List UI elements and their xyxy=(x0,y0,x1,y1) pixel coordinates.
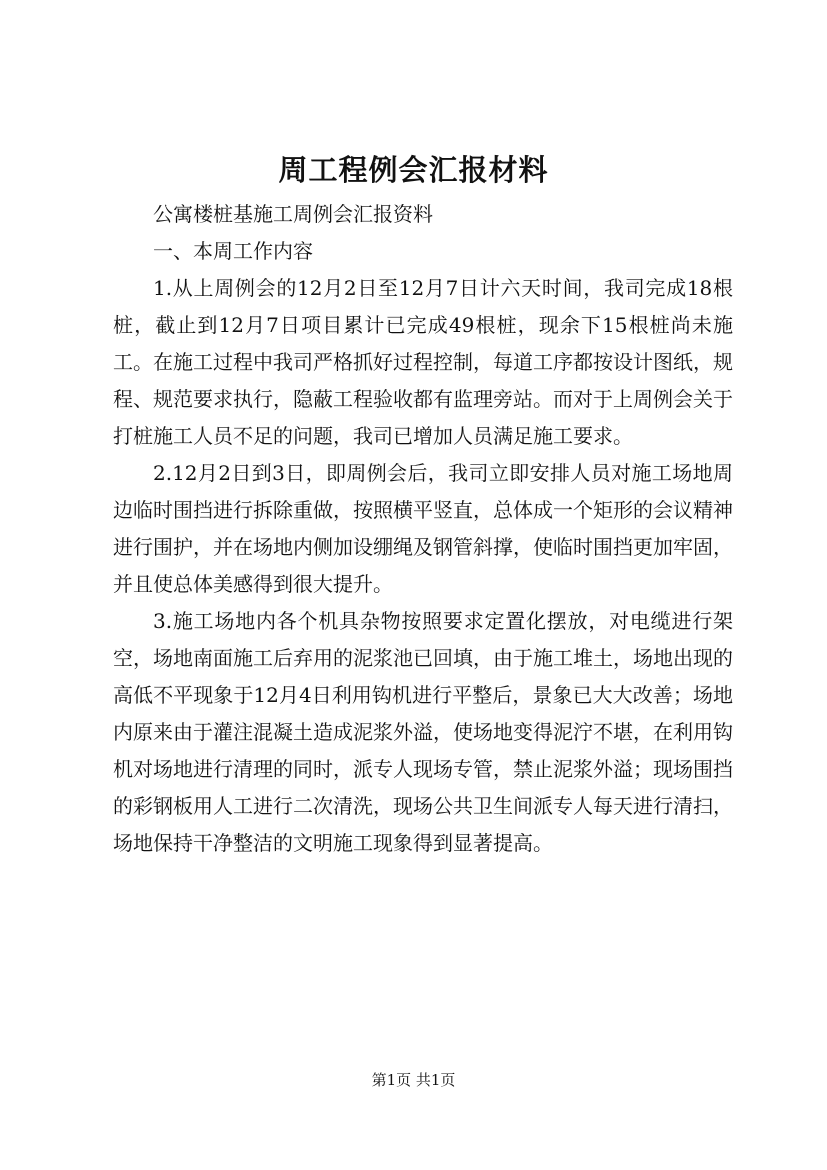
document-body xyxy=(113,196,733,862)
document-subtitle: 公寓楼桩基施工周例会汇报资料 xyxy=(153,202,433,226)
paragraph-2: 2.12月2日到3日，即周例会后，我司立即安排人员对施工场地周边临时围挡进行拆除重做，按照横平竖直，总体成一个矩形的会议精神进行围护，并在场地内侧加设绷绳及钢管斜撑，使临时围挡更加牢固，并且使总体美感得到很大提升。 xyxy=(113,461,733,596)
paragraph-3: 3.施工场地内各个机具杂物按照要求定置化摆放，对电缆进行架空，场地南面施工后弃用的泥浆池已回填，由于施工堆土，场地出现的高低不平现象于12月4日利用钩机进行平整后，景象已大大改善；场地内原来由于灌注混凝土造成泥浆外溢，使场地变得泥泞不堪，在利用钩机对场地进行清理的同时，派专人现场专管，禁止泥浆外溢；现场围挡的彩钢板用人工进行二次清洗，现场公共卫生间派专人每天进行清扫，场地保持干净整洁的文明施工现象得到显著提高。 xyxy=(113,609,733,855)
page-number: 第1页 共1页 xyxy=(371,1071,456,1089)
document-title: 周工程例会汇报材料 xyxy=(278,153,549,187)
paragraph-1: 1.从上周例会的12月2日至12月7日计六天时间，我司完成18根桩，截止到12月7日项目累计已完成49根桩，现余下15根桩尚未施工。在施工过程中我司严格抓好过程控制，每道工序都按设计图纸，规程、规范要求执行，隐蔽工程验收都有监理旁站。而对于上周例会关于打桩施工人员不足的问题，我司已增加人员满足施工要求。 xyxy=(113,276,733,448)
section-heading: 一、本周工作内容 xyxy=(153,239,313,263)
